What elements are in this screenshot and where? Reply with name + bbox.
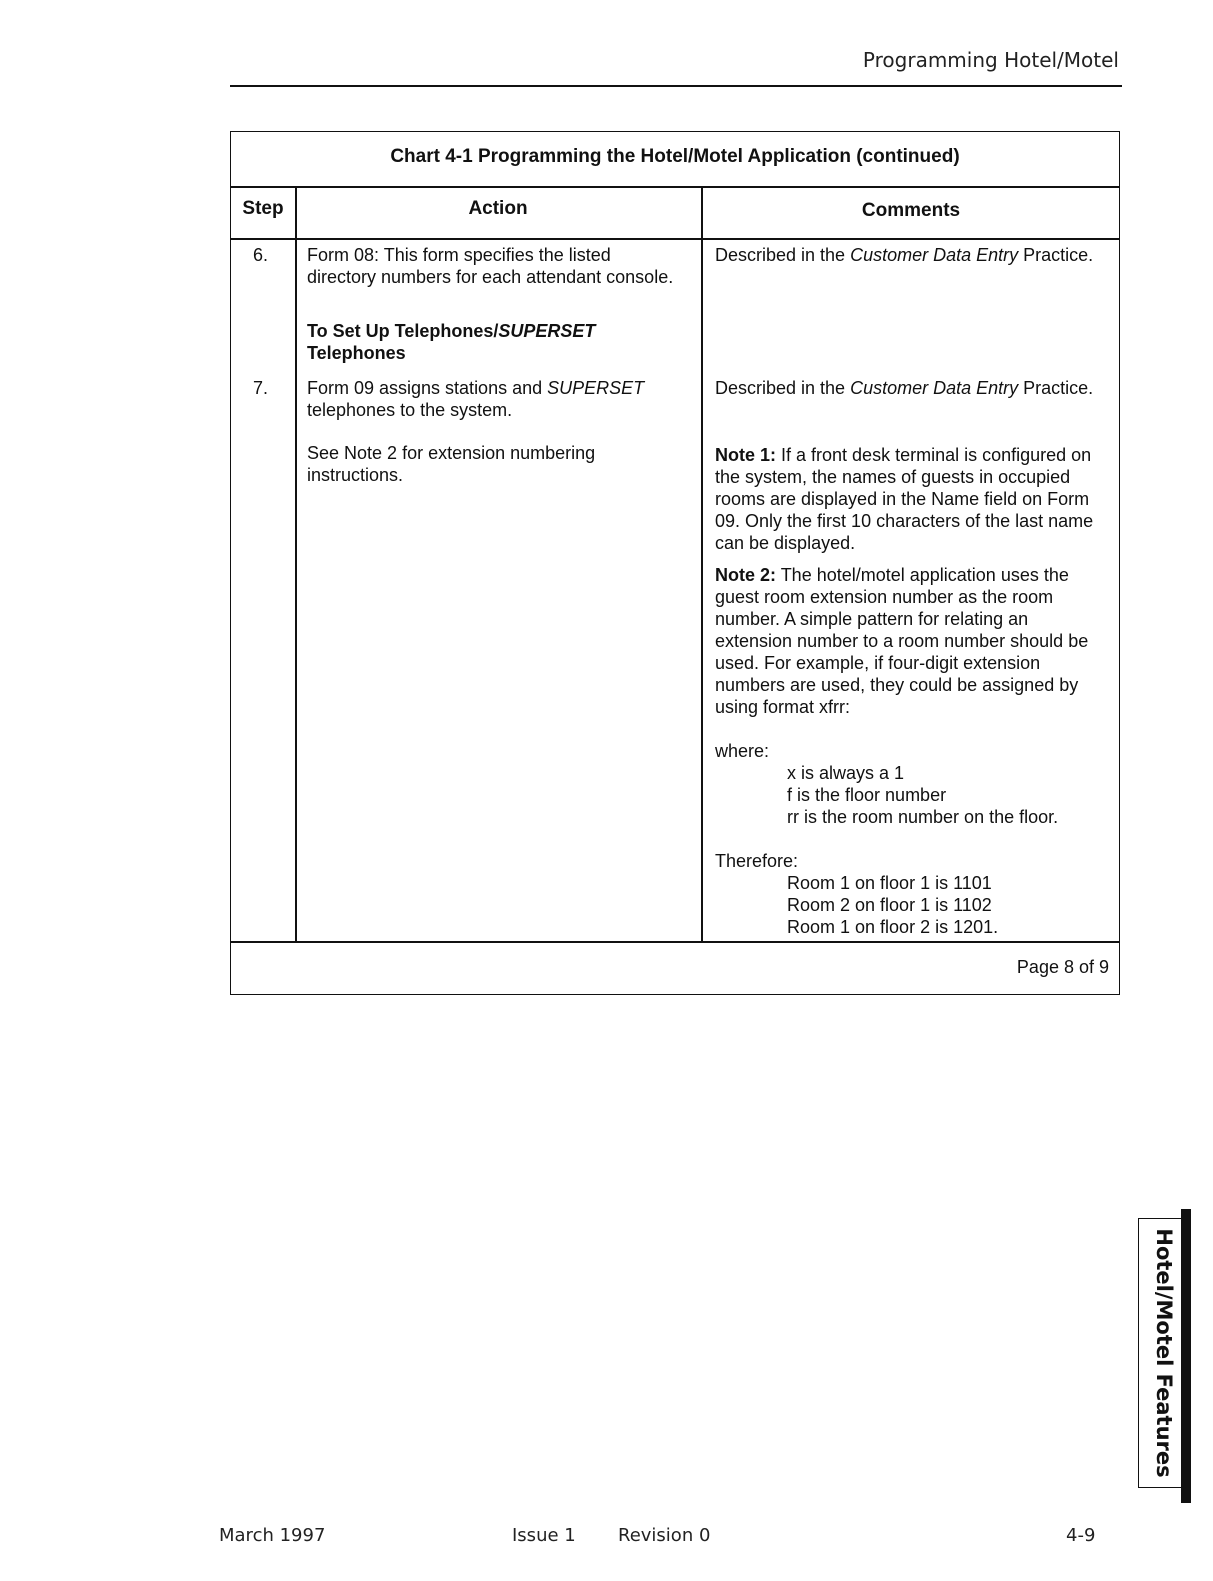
footer-issue: Issue 1 <box>512 1525 576 1546</box>
footer-divider <box>231 941 1119 943</box>
title-divider <box>231 186 1119 188</box>
footer-revision: Revision 0 <box>618 1525 711 1546</box>
chart-title: Chart 4-1 Programming the Hotel/Motel Application (continued) <box>390 146 960 167</box>
header-divider <box>231 238 1119 240</box>
note-1-label: Note 1: <box>715 445 777 465</box>
action-italic: SUPERSET <box>547 378 645 398</box>
where-item: f is the floor number <box>787 785 947 805</box>
therefore-label: Therefore: <box>715 851 799 871</box>
comment-text: Practice. <box>1018 378 1094 398</box>
column-header-step: Step <box>242 198 284 219</box>
comment-text: Described in the <box>715 378 851 398</box>
therefore-item: Room 1 on floor 2 is 1201. <box>787 917 999 937</box>
where-label: where: <box>715 741 770 761</box>
step-6-action: Form 08: This form specifies the listed directory numbers for each attendant console. <box>307 245 674 287</box>
chart-page-indicator: Page 8 of 9 <box>1016 957 1109 977</box>
note-2 <box>715 564 1110 718</box>
therefore-block <box>715 850 1110 938</box>
where-item: x is always a 1 <box>787 763 905 783</box>
section-tab <box>1138 1218 1190 1488</box>
section-tab-bar <box>1181 1209 1191 1503</box>
step-7-number: 7. <box>253 378 269 398</box>
footer-page-number: 4-9 <box>1066 1525 1096 1546</box>
where-item: rr is the room number on the floor. <box>787 807 1059 827</box>
comment-text: Practice. <box>1018 245 1094 265</box>
column-header-comments: Comments <box>861 200 961 221</box>
step-7-action <box>307 377 692 421</box>
therefore-item: Room 1 on floor 1 is 1101 <box>787 873 992 893</box>
heading-text: Telephones <box>307 343 406 363</box>
note-2-text: The hotel/motel application uses the guest room extension number as the room number. A simple pattern for relating an extension number to a room number should be used. For example, if four-digit extension numbers are used, they could be assigned by using format xfrr: <box>715 565 1089 717</box>
step-7-action-note: See Note 2 for extension numbering instructions. <box>307 443 596 485</box>
heading-text: To Set Up Telephones/ <box>307 321 499 341</box>
step-6-number: 6. <box>253 245 269 265</box>
therefore-item: Room 2 on floor 1 is 1102 <box>787 895 992 915</box>
heading-italic: SUPERSET <box>498 321 596 341</box>
running-header: Programming Hotel/Motel <box>862 48 1119 72</box>
note-1-text: If a front desk terminal is configured on the system, the names of guests in occupied rooms are displayed in the Name field on Form 09. Only the first 10 characters of the last name can be displayed. <box>715 445 1094 553</box>
where-block <box>715 740 1110 828</box>
step-7-comment <box>715 377 1095 399</box>
note-2-label: Note 2: <box>715 565 777 585</box>
header-rule <box>230 85 1122 87</box>
comment-practice-title: Customer Data Entry <box>850 245 1019 265</box>
action-text: telephones to the system. <box>307 400 513 420</box>
section-tab-label: Hotel/Motel Features <box>1152 1228 1176 1478</box>
comment-practice-title: Customer Data Entry <box>850 378 1019 398</box>
step-6-comment <box>715 244 1095 266</box>
action-column-divider <box>701 186 703 942</box>
note-1 <box>715 444 1110 554</box>
comment-text: Described in the <box>715 245 851 265</box>
step-column-divider <box>295 186 297 942</box>
footer-date: March 1997 <box>219 1525 326 1546</box>
action-text: Form 09 assigns stations and <box>307 378 548 398</box>
section-heading <box>307 320 677 364</box>
chart-table <box>230 131 1120 995</box>
column-header-action: Action <box>468 198 528 219</box>
